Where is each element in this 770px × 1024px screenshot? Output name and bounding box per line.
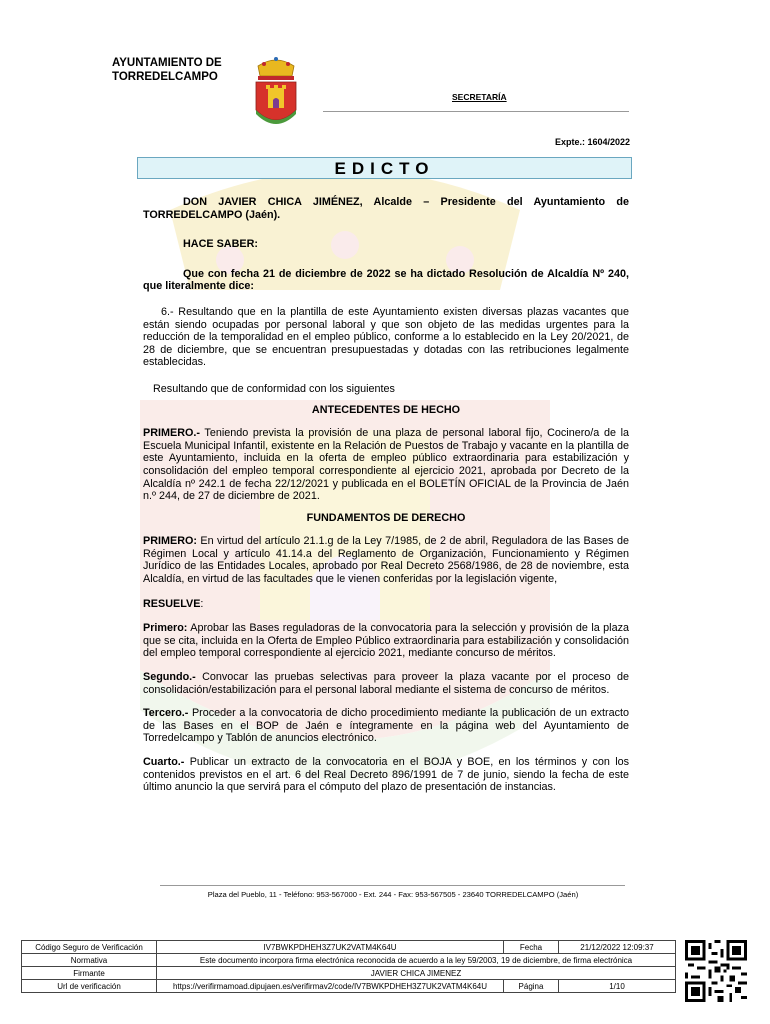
paragraph-resuelve — [143, 598, 629, 611]
antecedente-primero-label: PRIMERO.- — [143, 427, 200, 440]
expediente-number: Expte.: 1604/2022 — [554, 137, 630, 147]
document-title: EDICTO — [137, 157, 632, 179]
organization-name — [112, 56, 222, 84]
qr-code-icon[interactable] — [685, 940, 747, 1002]
resuelve-label: RESUELVE — [143, 597, 201, 610]
paragraph-resolucion: Que con fecha 21 de diciembre de 2022 se ha dictado Resolución de Alcaldía Nº 240, que literalmente dice: — [143, 267, 629, 293]
normativa-value: Este documento incorpora firma electrónica reconocida de acuerdo a la ley 59/2003, 19 de diciembre, de firma electrónica — [157, 954, 676, 967]
firmante-value: JAVIER CHICA JIMENEZ — [157, 967, 676, 980]
org-line-1: AYUNTAMIENTO DE — [112, 57, 222, 69]
fecha-value: 21/12/2022 12:09:37 — [559, 941, 676, 954]
tercero-text: Proceder a la convocatoria de dicho procedimiento mediante la publicación de un extracto de las Bases en el BOP de Jaén e íntegramente en la página web del Ayuntamiento de Torredelcampo y Tablón de anuncios electrónico. — [143, 707, 629, 745]
footer-divider — [160, 885, 625, 886]
signature-verification-table — [21, 940, 676, 993]
heading-antecedentes: ANTECEDENTES DE HECHO — [311, 403, 461, 416]
antecedente-primero-text: Teniendo prevista la provisión de una plaza de personal laboral fijo, Cocinero/a de la Escuela Municipal Infantil, existente en la Relación de Puestos de Trabajo y vacante en la plantilla de este Ayuntamiento, incluida en la oferta de empleo público extraordinaria para estabilización y consolidación del empleo temporal correspondiente al ejercicio 2021, aprobada por Decreto de la Alcaldía nº 242.1 de fecha 22/12/2021 y publicada en el BOLETÍN OFICIAL de la Provincia de Jaén n.º 244, de 27 de diciembre de 2021. — [143, 427, 629, 503]
paragraph-antecedente-primero — [143, 427, 629, 503]
org-line-2: TORREDELCAMPO — [112, 71, 218, 83]
paragraph-cuarto — [143, 756, 629, 794]
paragraph-segundo — [143, 671, 629, 696]
csv-value: IV7BWKPDHEH3Z7UK2VATM4K64U — [157, 941, 504, 954]
footer-address: Plaza del Pueblo, 11 - Teléfono: 953-567000 - Ext. 244 - Fax: 953-567505 - 23640 TORREDELCAMPO (Jaén) — [207, 890, 579, 899]
paragraph-tercero — [143, 707, 629, 745]
fundamento-primero-text: En virtud del artículo 21.1.g de la Ley 7/1985, de 2 de abril, Reguladora de las Bases de Régimen Local y artículo 41.14.a del Reglamento de Organización, Funcionamiento y Régimen Jurídico de las Entidades Locales, aprobado por Real Decreto 2568/1986, de 28 de noviembre, esta Alcaldía, en virtud de las facultades que le vienen conferidas por la legislación vigente, — [143, 535, 629, 586]
normativa-label: Normativa — [22, 954, 157, 967]
coat-of-arms-icon — [252, 52, 300, 132]
cuarto-label: Cuarto.- — [143, 756, 185, 768]
resuelve-colon: : — [200, 597, 204, 610]
document-body — [143, 196, 629, 794]
csv-label: Código Seguro de Verificación — [22, 941, 157, 954]
cuarto-text: Publicar un extracto de la convocatoria en el BOJA y BOE, en los términos y con los contenidos previstos en el art. 6 del Real Decreto 896/1991 de 7 de junio, siendo la fecha de este último anuncio la que servirá para el cómputo del plazo de presentación de instancias. — [143, 756, 629, 794]
firmante-label: Firmante — [22, 967, 157, 980]
paragraph-conformidad: Resultando que de conformidad con los siguientes — [153, 382, 395, 395]
resuelve-primero-label: Primero: — [143, 622, 188, 635]
segundo-text: Convocar las pruebas selectivas para proveer la plaza vacante por el proceso de consolidación/estabilización para el personal laboral mediante el sistema de concurso de méritos. — [143, 671, 629, 696]
paragraph-resultando: 6.- Resultando que en la plantilla de este Ayuntamiento existen diversas plazas vacantes que están siendo ocupadas por personal laboral y que son objeto de las medidas urgentes para la reducción de la temporalidad en el empleo público, conforme a lo establecido en la Ley 20/2021, de 28 de diciembre, que se encuentran presupuestadas y dotadas con las retribuciones legalmente establecidas. — [143, 305, 629, 369]
fecha-label: Fecha — [504, 941, 559, 954]
paragraph-hace-saber: HACE SABER: — [183, 238, 258, 251]
department-label: SECRETARÍA — [452, 92, 507, 102]
paragraph-resuelve-primero — [143, 622, 629, 660]
url-value[interactable]: https://verifirmamoad.dipujaen.es/verifirmav2/code/IV7BWKPDHEH3Z7UK2VATM4K64U — [157, 980, 504, 993]
header-divider — [323, 111, 629, 112]
resuelve-primero-text: Aprobar las Bases reguladoras de la convocatoria para la selección y provisión de la plaza que se cita, incluida en la Oferta de Empleo Público extraordinaria para estabilización y consolidación del empleo temporal correspondiente al ejercicio 2021, mediante concurso de méritos. — [143, 622, 629, 660]
fundamento-primero-label: PRIMERO: — [143, 535, 197, 548]
paragraph-presidente: DON JAVIER CHICA JIMÉNEZ, Alcalde – Presidente del Ayuntamiento de TORREDELCAMPO (Jaén). — [143, 196, 629, 221]
pagina-value: 1/10 — [559, 980, 676, 993]
paragraph-fundamento-primero — [143, 535, 629, 585]
url-label: Url de verificación — [22, 980, 157, 993]
heading-fundamentos: FUNDAMENTOS DE DERECHO — [306, 511, 466, 524]
pagina-label: Página — [504, 980, 559, 993]
segundo-label: Segundo.- — [143, 671, 196, 684]
tercero-label: Tercero.- — [143, 707, 189, 720]
